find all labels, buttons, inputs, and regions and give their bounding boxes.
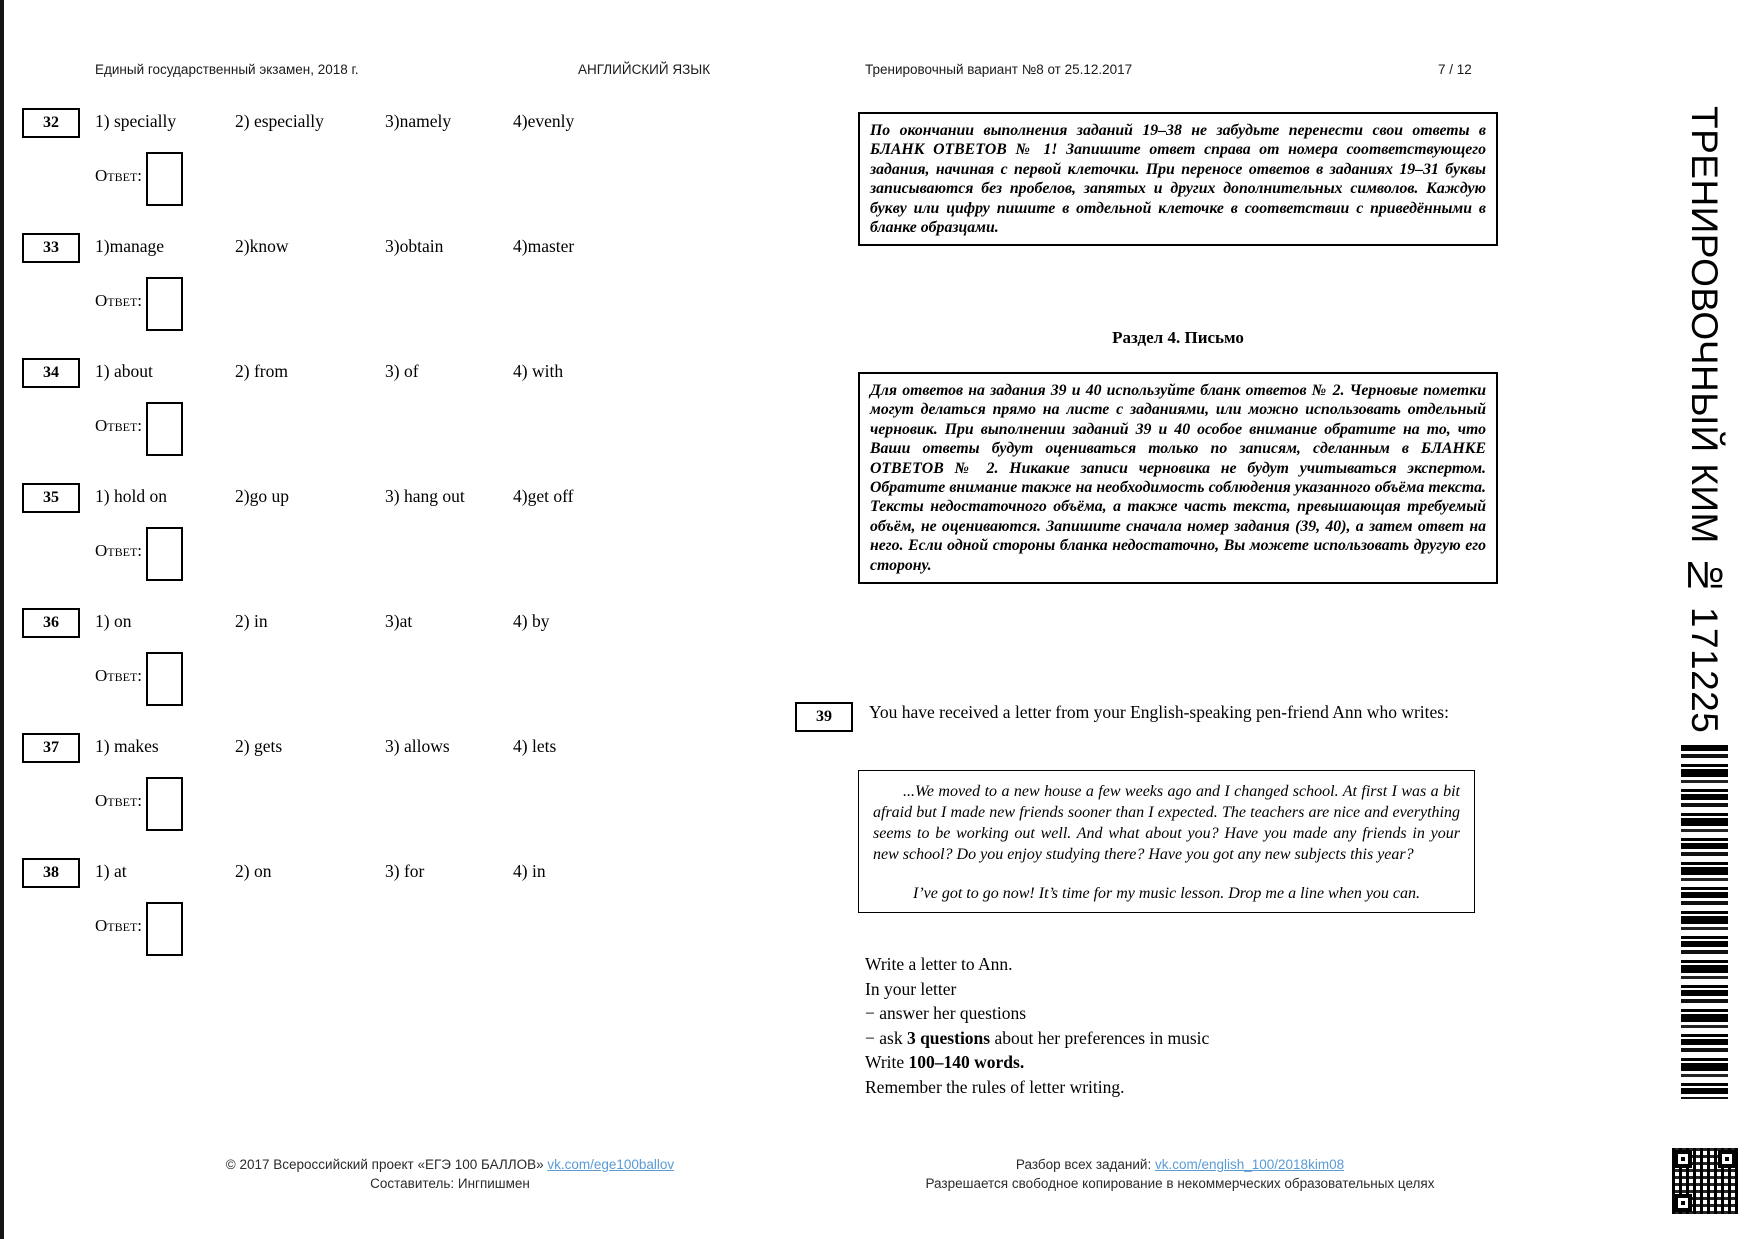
option-3: 3)at [385, 611, 413, 631]
option-1: 1) specially [95, 111, 177, 131]
answer-input-box[interactable] [146, 152, 183, 206]
option-2: 2) gets [235, 736, 283, 756]
footer-author-line: Составитель: Ингпишмен [370, 1176, 530, 1191]
question-options [95, 483, 573, 507]
footer-right [858, 1155, 1502, 1193]
task-line: Write 100–140 words. [865, 1052, 1025, 1072]
answer-label: Ответ: [95, 666, 142, 685]
page-edge-strip [0, 0, 4, 1239]
question-number-box [22, 358, 80, 388]
question-number: 33 [43, 239, 59, 256]
option-1: 1)manage [95, 236, 164, 256]
option-4: 4)get off [513, 486, 574, 506]
option-4: 4)evenly [513, 111, 575, 131]
letter-closing: I’ve got to go now! It’s time for my music lesson. Drop me a line when you can. [913, 885, 1421, 902]
footer-copyright-line: © 2017 Всероссийский проект «ЕГЭ 100 БАЛЛОВ» vk.com/ege100ballov [225, 1157, 675, 1172]
option-2: 2) on [235, 861, 272, 881]
answer-label: Ответ: [95, 541, 142, 560]
option-2: 2) from [235, 361, 288, 381]
qr-finder-icon [1718, 1150, 1736, 1168]
answer-label: Ответ: [95, 166, 142, 185]
task-line: In your letter [865, 978, 957, 999]
question-block [22, 858, 822, 976]
option-1: 1) at [95, 861, 127, 881]
question-number: 34 [43, 364, 59, 381]
option-3: 3) allows [385, 736, 450, 756]
answer-label: Ответ: [95, 791, 142, 810]
question-number-box [22, 233, 80, 263]
question-options [95, 233, 574, 257]
notice-transfer-answers: По окончании выполнения заданий 19–38 не забудьте перенести свои ответы в БЛАНК ОТВЕТОВ № 1! Запишите ответ справа от номера соответствующего задания, начиная с первой клеточки. При переносе ответов в заданиях 19–31 буквы записываются без пробелов, запятых и других дополнительных символов. Каждую букву или цифру пишите в отдельной клеточке в соответствии с приведёнными в бланке образцами. [858, 112, 1498, 246]
task-line: Write a letter to Ann. [865, 954, 1013, 974]
option-4: 4) with [513, 361, 564, 381]
option-3: 3)obtain [385, 236, 444, 256]
header-variant: Тренировочный вариант №8 от 25.12.2017 [865, 62, 1133, 77]
option-2: 2) in [235, 611, 268, 631]
question-number: 37 [43, 739, 59, 756]
option-1: 1) hold on [95, 486, 167, 506]
question-block [22, 733, 822, 851]
answer-input-box[interactable] [146, 902, 183, 956]
question-number: 36 [43, 614, 59, 631]
question-options [95, 733, 556, 757]
header-page-number: 7 / 12 [1438, 62, 1472, 77]
option-3: 3) hang out [385, 486, 465, 506]
option-4: 4) in [513, 861, 546, 881]
question-number-box [22, 858, 80, 888]
qr-finder-icon [1674, 1194, 1692, 1212]
task-line: − ask 3 questions about her preferences in music [865, 1027, 1210, 1048]
answer-input-box[interactable] [146, 652, 183, 706]
footer-license-line: Разрешается свободное копирование в некоммерческих образовательных целях [925, 1176, 1435, 1191]
option-3: 3) of [385, 361, 419, 381]
footer-right-link[interactable]: vk.com/english_100/2018kim08 [1154, 1157, 1345, 1172]
question-number: 38 [43, 864, 59, 881]
answer-input-box[interactable] [146, 527, 183, 581]
question-number-box [22, 608, 80, 638]
question-number-box [22, 483, 80, 513]
footer-left [180, 1155, 720, 1193]
question-block [22, 608, 822, 726]
task-line: − answer her questions [865, 1003, 1027, 1023]
option-3: 3) for [385, 861, 425, 881]
question-number: 39 [816, 708, 832, 725]
question-block [22, 108, 822, 226]
question-block [22, 233, 822, 351]
header-subject: АНГЛИЙСКИЙ ЯЗЫК [578, 62, 711, 77]
pen-friend-letter-box [858, 770, 1475, 913]
option-4: 4) lets [513, 736, 557, 756]
question-options [95, 358, 563, 382]
notice-writing-section: Для ответов на задания 39 и 40 используйте бланк ответов № 2. Черновые пометки могут делаться прямо на листе с заданиями, или можно использовать отдельный черновик. При выполнении заданий 39 и 40 особое внимание обратите на то, что Ваши ответы будут оцениваться только по записям, сделанным в БЛАНКЕ ОТВЕТОВ № 2. Никакие записи черновика не будут учитываться экспертом. Обратите внимание также на необходимость соблюдения указанного объёма текста. Тексты недостаточного объёма, а также часть текста, превышающая требуемый объём, не оцениваются. Запишите сначала номер задания (39, 40), а затем ответ на него. Если одной стороны бланка недостаточно, Вы можете использовать другую его сторону. [858, 372, 1498, 584]
option-3: 3)namely [385, 111, 452, 131]
question-number: 35 [43, 489, 59, 506]
question-options [95, 108, 574, 132]
kim-vertical-label: ТРЕНИРОВОЧНЫЙ КИМ № 171225 [1684, 106, 1725, 734]
answer-input-box[interactable] [146, 777, 183, 831]
option-2: 2)know [235, 236, 289, 256]
question-39-prompt: You have received a letter from your English-speaking pen-friend Ann who writes: [869, 702, 1449, 722]
footer-review-line: Разбор всех заданий: vk.com/english_100/2018kim08 [1015, 1157, 1345, 1172]
question-number-box [795, 702, 853, 732]
answer-input-box[interactable] [146, 277, 183, 331]
option-1: 1) on [95, 611, 132, 631]
answer-input-box[interactable] [146, 402, 183, 456]
question-options [95, 608, 549, 632]
question-number: 32 [43, 114, 59, 131]
answer-label: Ответ: [95, 291, 142, 310]
question-block [22, 483, 822, 601]
option-4: 4)master [513, 236, 575, 256]
qr-finder-icon [1674, 1150, 1692, 1168]
option-2: 2)go up [235, 486, 289, 506]
answer-label: Ответ: [95, 416, 142, 435]
writing-task [865, 952, 1495, 1099]
question-number-box [22, 733, 80, 763]
option-4: 4) by [513, 611, 550, 631]
answer-label: Ответ: [95, 916, 142, 935]
questions-column [22, 108, 822, 983]
question-39 [795, 700, 1495, 732]
section-title: Раздел 4. Письмо [1112, 328, 1244, 347]
task-line: Remember the rules of letter writing. [865, 1076, 1125, 1097]
option-2: 2) especially [235, 111, 324, 131]
header-exam-title: Единый государственный экзамен, 2018 г. [95, 62, 359, 77]
question-options [95, 858, 546, 882]
question-block [22, 358, 822, 476]
qr-code [1672, 1148, 1738, 1214]
letter-body: ...We moved to a new house a few weeks ago and I changed school. At first I was a bit afraid but I made new friends sooner than I expected. The teachers are nice and everything seems to be working out well. And what about you? Have you made any friends in your new school? Do you enjoy studying there? Have you got any new subjects this year? [873, 783, 1460, 863]
question-number-box [22, 108, 80, 138]
barcode [1681, 745, 1728, 1099]
option-1: 1) makes [95, 736, 159, 756]
option-1: 1) about [95, 361, 153, 381]
footer-left-link[interactable]: vk.com/ege100ballov [547, 1157, 675, 1172]
